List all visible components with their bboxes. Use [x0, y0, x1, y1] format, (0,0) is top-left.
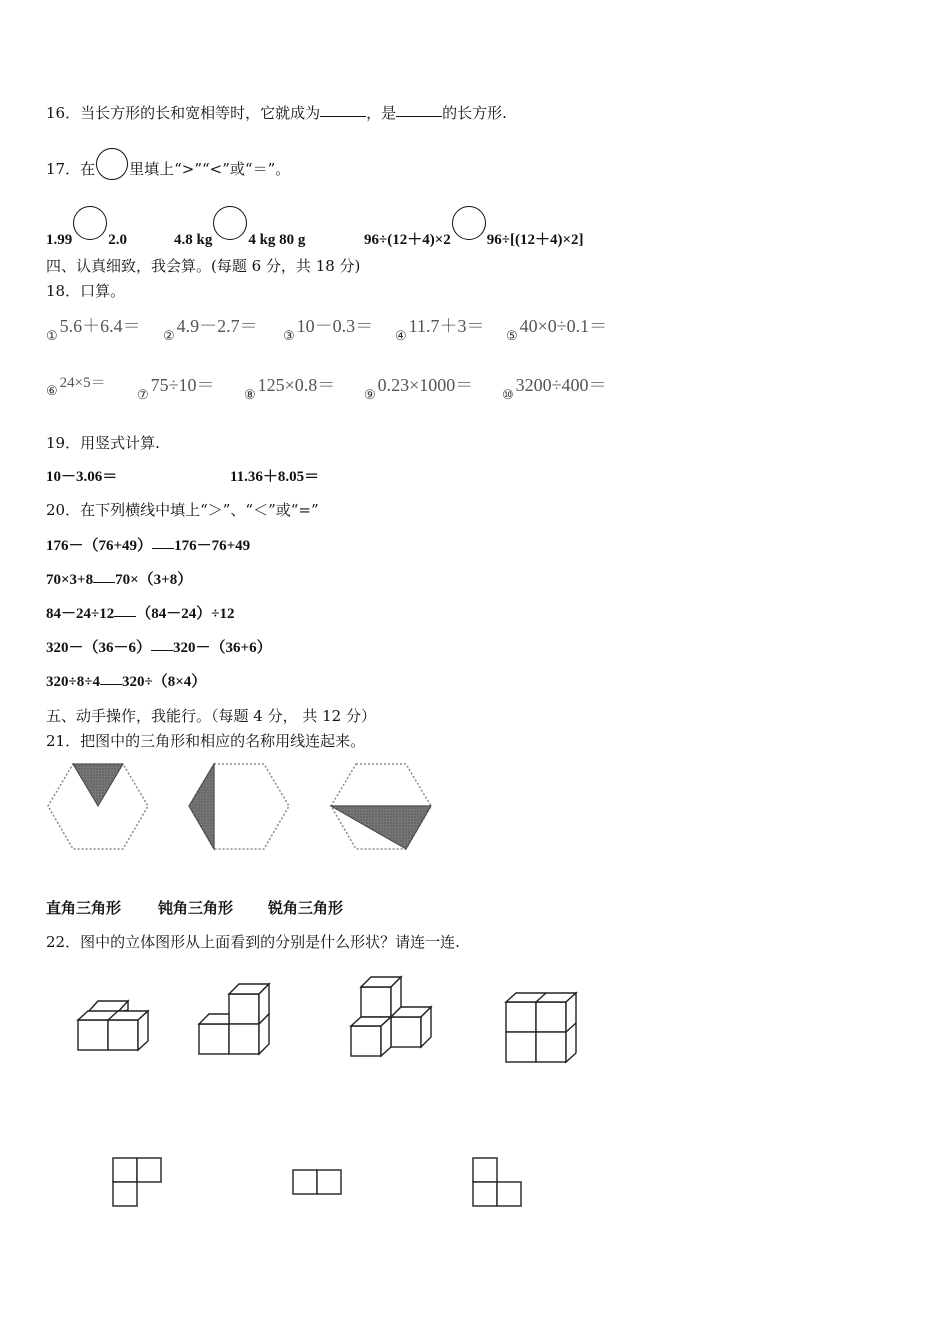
q20-item-4: 320－（36－6） 320－（36+6）: [46, 640, 272, 656]
q17-item-1-left: 1.99: [46, 232, 73, 248]
calc-7-expr: 75÷10＝: [150, 375, 215, 395]
question-19: 19．用竖式计算.: [46, 434, 160, 452]
q16-suffix: 的长方形.: [442, 104, 507, 122]
calc-8: $_⑧$ 125×0.8＝: [244, 375, 336, 402]
section-5-title: 五、动手操作，我能行。（每题 4 分， 共 12 分）: [46, 707, 376, 725]
q17-item-1-right: 2.0: [108, 232, 127, 248]
question-22: 22．图中的立体图形从上面看到的分别是什么形状？请连一连.: [46, 933, 460, 951]
cube-figure-3: [351, 977, 431, 1056]
calc-9-expr: 0.23×1000＝: [377, 375, 474, 395]
cube-figure-2: [199, 984, 269, 1054]
q17-prefix: 17．在: [46, 160, 96, 178]
triangle-name-right: 直角三角形: [46, 901, 122, 917]
calc-3-expr: 10－0.3＝: [296, 316, 374, 336]
cube-figure-1: [78, 1001, 148, 1050]
q16-prefix: 16．当长方形的长和宽相等时，它就成为: [46, 104, 321, 122]
q20-item-5: 320÷8÷4 320÷（8×4）: [46, 674, 207, 690]
calc-2-expr: 4.9－2.7＝: [176, 316, 258, 336]
q20-item-3: 84－24÷12 （84－24）÷12: [46, 606, 235, 622]
top-view-2: [293, 1170, 341, 1194]
question-21: 21．把图中的三角形和相应的名称用线连起来。: [46, 732, 366, 750]
cube-figure-4: [506, 993, 576, 1062]
calc-10-expr: 3200÷400＝: [515, 375, 607, 395]
calc-8-expr: 125×0.8＝: [257, 375, 336, 395]
q17-item-2-left: 4.8 kg: [174, 232, 213, 248]
calc-10: $_⑩$ 3200÷400＝: [502, 375, 607, 402]
calc-4-expr: 11.7＋3＝: [408, 316, 485, 336]
calc-1: $_①$ 5.6＋6.4＝: [46, 316, 141, 343]
calc-3: $_③$ 10－0.3＝: [283, 316, 374, 343]
triangle-name-acute: 锐角三角形: [268, 901, 344, 917]
q16-mid: ，是: [366, 104, 397, 122]
q20-item-2: 70×3+8 70×（3+8）: [46, 572, 193, 588]
question-18: 18．口算。: [46, 282, 126, 300]
hexagon-figure-2: [189, 764, 289, 849]
triangle-name-obtuse: 钝角三角形: [158, 901, 234, 917]
q17-item-3-left: 96÷(12＋4)×2: [364, 232, 451, 248]
top-view-1: [113, 1158, 161, 1206]
hexagon-figure-3: [331, 764, 431, 849]
top-view-3: [473, 1158, 521, 1206]
calc-5-expr: 40×0÷0.1＝: [519, 316, 608, 336]
q17-item-3-right: 96÷[(12＋4)×2]: [486, 232, 584, 248]
q19-expr-a: 10－3.06＝: [46, 469, 118, 485]
calc-5: $_⑤$ 40×0÷0.1＝: [506, 316, 608, 343]
calc-1-expr: 5.6＋6.4＝: [59, 316, 141, 336]
q17-item-2-right: 4 kg 80 g: [248, 232, 306, 248]
hexagon-figure-1: [48, 764, 148, 849]
q17-suffix: 里填上“>”“<”或“＝”。: [129, 160, 291, 178]
calc-4: $_④$ 11.7＋3＝: [395, 316, 485, 343]
q20-item-1: 176－（76+49） 176－76+49: [46, 538, 251, 554]
calc-7: $_⑦$ 75÷10＝: [137, 375, 215, 402]
calc-6-expr: 24×5＝: [59, 375, 106, 391]
calc-9: $_⑨$ 0.23×1000＝: [364, 375, 474, 402]
q19-expr-b: 11.36＋8.05＝: [230, 469, 320, 485]
calc-6: $_⑥$ 24×5＝: [46, 375, 106, 398]
calc-2: $_②$ 4.9－2.7＝: [163, 316, 258, 343]
question-20: 20．在下列横线中填上“＞”、“＜”或“=”: [46, 501, 319, 519]
section-4-title: 四、认真细致，我会算。(每题 6 分，共 18 分): [46, 257, 361, 275]
